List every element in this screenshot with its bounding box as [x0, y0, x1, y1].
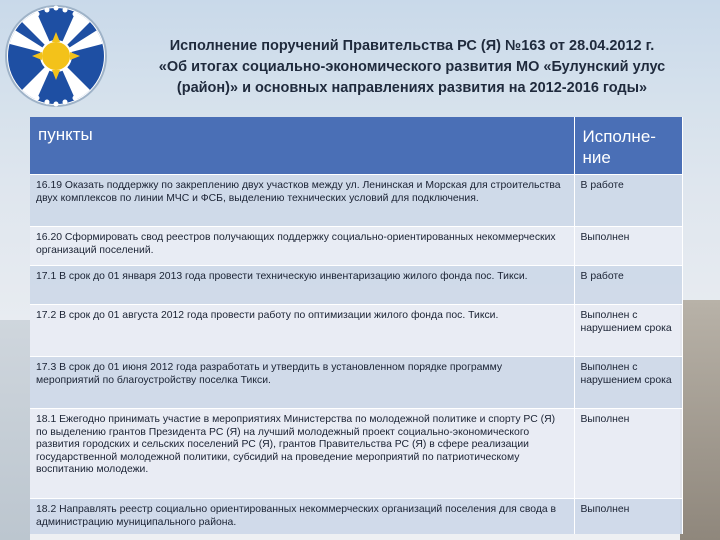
row-item: 17.3 В срок до 01 июня 2012 года разработать и утвердить в установленном порядке программу мероприятий по благоустройству поселка Тикси. [30, 357, 574, 409]
table-row [30, 175, 682, 227]
row-item: 16.19 Оказать поддержку по закреплению двух участков между ул. Ленинская и Морская для строительства двух комплексов по линии МЧС и ФСБ, выделению технических условий для подключения. [30, 175, 574, 227]
row-item: 16.20 Сформировать свод реестров получающих поддержку социально-ориентированных некоммерческих организаций поселений. [30, 227, 574, 266]
table-header-row [30, 117, 682, 175]
row-status: Выполнен с нарушением срока [574, 305, 682, 357]
table-row [30, 357, 682, 409]
row-item: 18.1 Ежегодно принимать участие в мероприятиях Министерства по молодежной политике и спорту РС (Я) по выделению грантов Президента РС (Я) на лучший молодежный проект социально-экономического развития городских и сельских поселений РС (Я), грантов Правительства РС (Я) в сфере реализации государственной молодежной политики, субсидий на проведение мероприятий по патриотическому воспитанию молодежи. [30, 409, 574, 499]
row-status: Выполнен [574, 499, 682, 535]
table-row [30, 266, 682, 305]
header-item: пункты [30, 117, 574, 175]
district-emblem-icon [2, 2, 110, 110]
header-status-line-2: ние [582, 148, 611, 167]
header-status-line-1: Исполне- [582, 127, 656, 146]
title-line-2: «Об итогах социально-экономического развития МО «Булунский улус [158, 59, 666, 75]
assignments-table [30, 117, 683, 534]
table-row [30, 409, 682, 499]
title-line-3: (район)» и основных направлениях развития на 2012-2016 годы» [176, 80, 648, 96]
table-row [30, 227, 682, 266]
row-item: 17.2 В срок до 01 августа 2012 года провести работу по оптимизации жилого фонда пос. Тикси. [30, 305, 574, 357]
row-status: Выполнен [574, 227, 682, 266]
row-status: В работе [574, 266, 682, 305]
background-reindeer [680, 300, 720, 540]
row-status: Выполнен [574, 409, 682, 499]
background-snow [0, 320, 30, 540]
row-item: 17.1 В срок до 01 января 2013 года провести техническую инвентаризацию жилого фонда пос. Тикси. [30, 266, 574, 305]
row-item: 18.2 Направлять реестр социально ориентированных некоммерческих организаций поселения для свода в администрацию муниципального района. [30, 499, 574, 535]
header-status [574, 117, 682, 175]
table-row [30, 499, 682, 535]
title-line-1: Исполнение поручений Правительства РС (Я) №163 от 28.04.2012 г. [169, 38, 655, 54]
table-row [30, 305, 682, 357]
row-status: Выполнен с нарушением срока [574, 357, 682, 409]
row-status: В работе [574, 175, 682, 227]
page-title [112, 36, 712, 99]
